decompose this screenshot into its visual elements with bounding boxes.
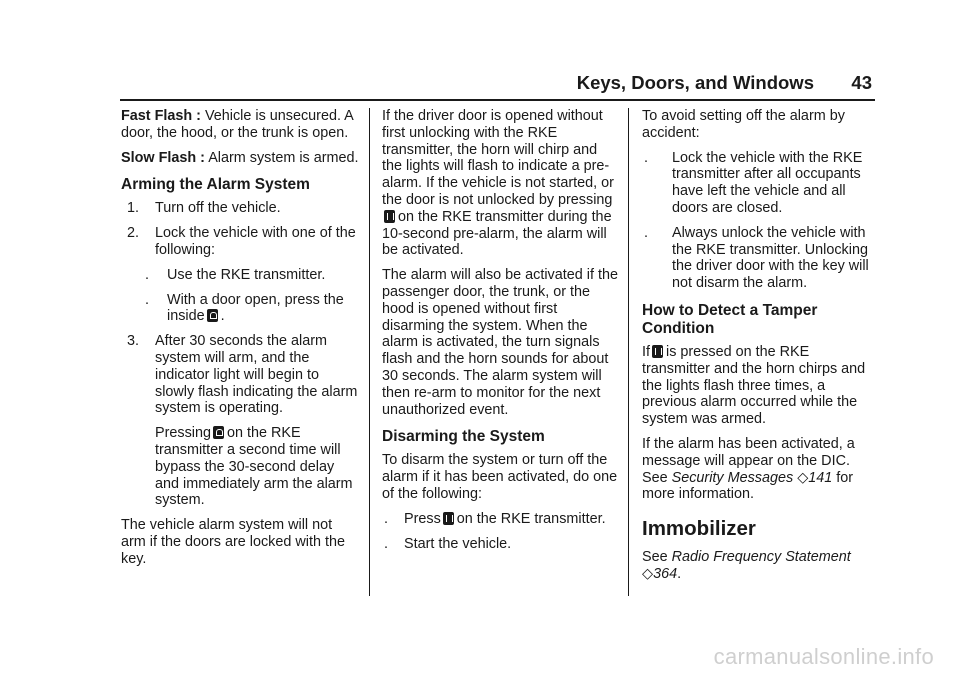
avoid-para: To avoid setting off the alarm by accident: bbox=[642, 108, 845, 141]
step-2-text: Lock the vehicle with one of the following: bbox=[155, 225, 356, 258]
step-3-continued bbox=[155, 425, 359, 509]
step-3-text: After 30 seconds the alarm system will arm, and the indicator light will begin to slowly flash indicating the alarm system is operating. bbox=[155, 333, 358, 417]
bullet-text: on the RKE transmitter. bbox=[456, 510, 606, 527]
avoid-bullet-2 bbox=[642, 225, 876, 292]
step-3b-prefix: Pressing bbox=[155, 425, 211, 442]
arming-heading: Arming the Alarm System bbox=[121, 176, 310, 194]
step-2 bbox=[127, 225, 359, 259]
disarming-heading: Disarming the System bbox=[382, 428, 545, 446]
section-title: Keys, Doors, and Windows bbox=[576, 72, 814, 93]
watermark: carmanualsonline.info bbox=[713, 644, 934, 669]
bullet-text: Lock the vehicle with the RKE transmitter after all occupants have left the vehicle and all doors are closed. bbox=[672, 149, 863, 216]
bullet-text: With a door open, press the bbox=[167, 291, 344, 308]
bullet: . bbox=[145, 266, 149, 283]
bullet: . bbox=[384, 535, 388, 552]
step-2-number: 2. bbox=[127, 225, 140, 242]
tamper-text: is pressed on the RKE transmitter and the horn chirps and the lights flash three times, a previous alarm occurred while the system was armed. bbox=[642, 343, 866, 428]
disarm-intro: To disarm the system or turn off the alarm if it has been activated, do one of the following: bbox=[382, 452, 618, 502]
column-1 bbox=[121, 108, 359, 576]
tamper-prefix: If bbox=[642, 343, 650, 360]
immobilizer-heading: Immobilizer bbox=[642, 517, 756, 541]
prealarm-text: If the driver door is opened without first unlocking with the RKE transmitter, the horn will chirp and the lights will flash to indicate a pre-alarm. If the vehicle is not started, or the door is not unlocked bbox=[382, 108, 614, 208]
prealarm-text-cont: on the RKE transmitter during the 10-second pre-alarm, the alarm will be activated. bbox=[382, 208, 612, 259]
step-3b-text: on the RKE transmitter a second time will bypass the 30-second delay and immediately arm the alarm system. bbox=[155, 425, 353, 509]
immobilizer-para bbox=[642, 549, 876, 583]
page-number: 43 bbox=[851, 72, 872, 93]
bullet-text-cont: inside bbox=[167, 308, 205, 325]
page-header bbox=[120, 68, 874, 98]
bullet-prefix: Press bbox=[404, 510, 441, 527]
unlock-icon bbox=[443, 512, 454, 525]
step-1-text: Turn off the vehicle. bbox=[155, 200, 281, 217]
slow-flash-text: Alarm system is armed. bbox=[208, 149, 359, 166]
page-ref-364[interactable]: 364 bbox=[653, 565, 678, 582]
dic-para bbox=[642, 436, 876, 503]
disarm-bullet-1 bbox=[382, 511, 618, 528]
header-rule bbox=[120, 99, 875, 101]
page-ref-arrow-icon: ◇ bbox=[797, 469, 809, 486]
bullet-text: Always unlock the vehicle with the RKE transmitter. Unlocking the driver door with the key will not disarm the alarm. bbox=[672, 224, 869, 292]
column-2 bbox=[382, 108, 618, 560]
step-3-number: 3. bbox=[127, 333, 140, 350]
period: . bbox=[220, 308, 225, 325]
bullet: . bbox=[644, 224, 648, 241]
lock-icon bbox=[213, 426, 224, 439]
step-3 bbox=[127, 333, 359, 417]
security-messages-link[interactable]: Security Messages bbox=[671, 469, 794, 486]
lock-icon bbox=[207, 309, 218, 322]
step-1 bbox=[127, 200, 359, 217]
dic-text-end: for more information. bbox=[642, 469, 854, 503]
bullet: . bbox=[384, 510, 388, 527]
page-ref-141[interactable]: 141 bbox=[808, 469, 833, 486]
fast-flash-para bbox=[121, 108, 359, 142]
tamper-para bbox=[642, 344, 876, 428]
final-para: The vehicle alarm system will not arm if the doors are locked with the key. bbox=[121, 517, 345, 567]
see-text: See bbox=[642, 549, 668, 566]
disarm-bullet-2 bbox=[382, 536, 618, 553]
step-2-bullet-1 bbox=[145, 267, 359, 284]
bullet-text: Use the RKE transmitter. bbox=[167, 266, 326, 283]
tamper-heading: How to Detect a Tamper Condition bbox=[642, 301, 818, 337]
column-divider-1 bbox=[369, 108, 370, 596]
radio-frequency-link[interactable]: Radio Frequency Statement bbox=[671, 549, 851, 566]
page-ref-arrow-icon: ◇ bbox=[642, 565, 654, 582]
period: . bbox=[677, 565, 682, 582]
prealarm-para bbox=[382, 108, 618, 259]
unlock-icon bbox=[652, 345, 663, 358]
avoid-bullet-1 bbox=[642, 150, 876, 217]
bullet-text: Start the vehicle. bbox=[404, 535, 512, 552]
fast-flash-text: Vehicle is unsecured. A door, the hood, or the trunk is open. bbox=[121, 108, 353, 141]
step-1-number: 1. bbox=[127, 200, 140, 217]
column-divider-2 bbox=[628, 108, 629, 596]
prealarm-prefix: by pressing bbox=[538, 191, 613, 208]
fast-flash-label: Fast Flash : bbox=[121, 108, 201, 124]
slow-flash-para bbox=[121, 150, 359, 167]
bullet: . bbox=[644, 149, 648, 166]
activation-para: The alarm will also be activated if the passenger door, the trunk, or the hood is opened without first disarming the system. When the alarm is activated, the turn signals flash and the horn sounds for about 30 seconds. The alarm system will then re-arm to monitor for the next unauthorized event. bbox=[382, 267, 618, 418]
slow-flash-label: Slow Flash : bbox=[121, 149, 205, 166]
bullet: . bbox=[145, 291, 149, 308]
step-2-bullet-2 bbox=[145, 292, 359, 326]
column-3 bbox=[642, 108, 876, 591]
dic-text: If the alarm has been activated, a message will appear on the DIC. See bbox=[642, 435, 855, 486]
unlock-icon bbox=[384, 210, 395, 223]
